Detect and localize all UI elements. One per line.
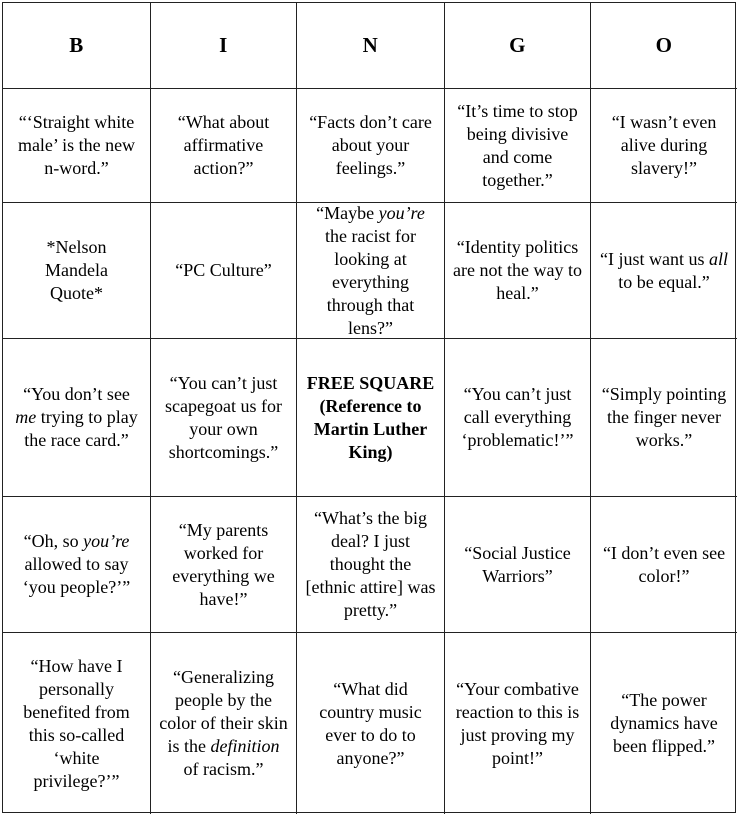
bingo-square-b-3[interactable] [3, 339, 151, 497]
bingo-square-g-3[interactable] [445, 339, 591, 497]
square-text: “‘Straight white male’ is the new n-word.” [17, 112, 136, 178]
square-text: “Simply pointing the finger never works.” [601, 384, 727, 450]
square-text: “I just want us all to be equal.” [600, 248, 728, 292]
bingo-square-b-2[interactable] [3, 203, 151, 339]
bingo-square-o-3[interactable] [591, 339, 737, 497]
header-letter: N [362, 33, 379, 57]
square-text: FREE SQUARE (Reference to Martin Luther King) [306, 372, 435, 462]
square-text: “Generalizing people by the color of their skin is the definition of racism.” [159, 667, 288, 779]
bingo-square-n-5[interactable] [297, 633, 445, 814]
bingo-square-i-5[interactable] [151, 633, 297, 814]
bingo-square-o-2[interactable] [591, 203, 737, 339]
square-text: “My parents worked for everything we have!” [172, 519, 275, 609]
square-text: “Oh, so you’re allowed to say ‘you people?’” [22, 531, 131, 597]
bingo-square-o-1[interactable] [591, 89, 737, 203]
header-letter: O [655, 33, 673, 57]
square-text: “The power dynamics have been flipped.” [610, 690, 718, 756]
bingo-square-n-4[interactable] [297, 497, 445, 633]
square-text: “It’s time to stop being divisive and come together.” [457, 100, 578, 190]
square-text: “What did country music ever to do to anyone?” [319, 678, 422, 768]
bingo-square-b-4[interactable] [3, 497, 151, 633]
square-text: “What’s the big deal? I just thought the [ethnic attire] was pretty.” [305, 508, 436, 620]
free-square[interactable] [297, 339, 445, 497]
square-text: *Nelson Mandela Quote* [45, 237, 108, 303]
square-text: “Maybe you’re the racist for looking at everything through that lens?” [316, 202, 425, 338]
bingo-square-i-2[interactable] [151, 203, 297, 339]
square-text: “I don’t even see color!” [602, 542, 726, 586]
square-text: “I wasn’t even alive during slavery!” [611, 112, 717, 178]
header-o [591, 3, 737, 89]
square-text: “Facts don’t care about your feelings.” [309, 112, 432, 178]
bingo-square-g-4[interactable] [445, 497, 591, 633]
bingo-square-i-3[interactable] [151, 339, 297, 497]
bingo-square-g-2[interactable] [445, 203, 591, 339]
header-letter: I [219, 33, 228, 57]
header-letter: B [69, 33, 84, 57]
header-n [297, 3, 445, 89]
bingo-square-g-1[interactable] [445, 89, 591, 203]
bingo-square-i-1[interactable] [151, 89, 297, 203]
header-g [445, 3, 591, 89]
square-text: “PC Culture” [175, 260, 272, 280]
bingo-square-n-1[interactable] [297, 89, 445, 203]
bingo-square-b-1[interactable] [3, 89, 151, 203]
bingo-board [2, 2, 736, 813]
bingo-square-g-5[interactable] [445, 633, 591, 814]
header-letter: G [509, 33, 526, 57]
bingo-square-o-5[interactable] [591, 633, 737, 814]
bingo-square-n-2[interactable] [297, 203, 445, 339]
square-text: “How have I personally benefited from this so-called ‘white privilege?’” [23, 655, 130, 791]
square-text: “You don’t see me trying to play the race card.” [15, 384, 138, 450]
bingo-square-o-4[interactable] [591, 497, 737, 633]
square-text: “Social Justice Warriors” [464, 542, 571, 586]
header-b [3, 3, 151, 89]
square-text: “You can’t just call everything ‘problematic!’” [461, 384, 574, 450]
bingo-square-b-5[interactable] [3, 633, 151, 814]
bingo-square-i-4[interactable] [151, 497, 297, 633]
square-text: “You can’t just scapegoat us for your own shortcomings.” [165, 372, 282, 462]
header-i [151, 3, 297, 89]
square-text: “Identity politics are not the way to heal.” [453, 237, 582, 303]
square-text: “What about affirmative action?” [177, 112, 270, 178]
square-text: “Your combative reaction to this is just proving my point!” [455, 678, 580, 768]
